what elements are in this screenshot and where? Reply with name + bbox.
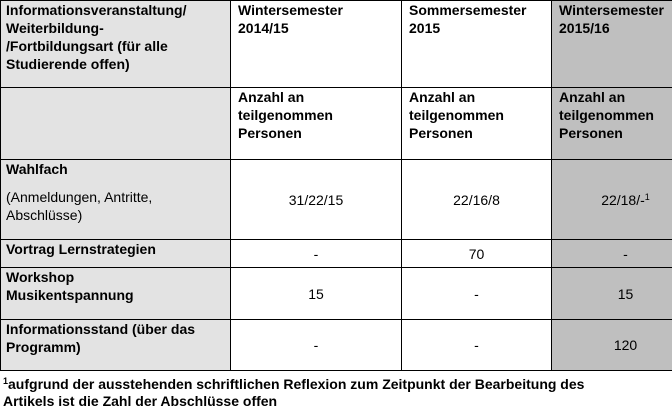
row-ss15-value xyxy=(402,160,552,240)
footnote-marker: 1 xyxy=(644,191,650,202)
subheader-empty-cell xyxy=(1,88,231,160)
row-ws1516-value xyxy=(552,320,672,371)
footnote-note-marker: 1 xyxy=(3,376,9,386)
value-text: 22/16/8 xyxy=(453,191,500,208)
row-ws1516-value xyxy=(552,240,672,268)
row-label: Wahlfach xyxy=(6,161,68,177)
subheader-ws1415-label: Anzahl an teilgenommen Personen xyxy=(238,89,333,141)
row-label-cell xyxy=(1,240,231,268)
row-ws1415-value xyxy=(231,320,402,371)
row-label: Vortrag Lernstrategien xyxy=(6,241,156,257)
subheader-ws1516-label: Anzahl an teilgenommen Personen xyxy=(559,89,654,141)
header-ss15-label: Sommersemester 2015 xyxy=(409,2,527,36)
header-ws1415-cell xyxy=(231,1,402,88)
row-sublabel: (Anmeldungen, Antritte, Abschlüsse) xyxy=(6,189,153,223)
footnote-text: aufgrund der ausstehenden schriftlichen Reflexion zum Zeitpunkt der Bearbeitung des Artikels ist die Zahl der Abschlüsse offen xyxy=(3,376,585,409)
row-ws1415-value xyxy=(231,268,402,320)
value-text: 22/18/- xyxy=(601,191,645,208)
row-ss15-value xyxy=(402,268,552,320)
row-ws1516-value xyxy=(552,160,672,240)
header-row xyxy=(1,1,672,88)
table-row xyxy=(1,268,672,320)
value-text: 15 xyxy=(308,285,324,302)
footnote xyxy=(3,376,671,410)
table-row xyxy=(1,160,672,240)
header-type-label: Informationsveranstaltung/ Weiterbildung- /Fortbildungsart (für alle Studierende offen) xyxy=(6,2,187,72)
row-ws1516-value xyxy=(552,268,672,320)
value-text: - xyxy=(474,285,479,302)
row-label-cell xyxy=(1,160,231,240)
header-ws1415-label: Wintersemester 2014/15 xyxy=(238,2,343,36)
value-text: 120 xyxy=(613,337,638,353)
header-ws1516-label: Wintersemester 2015/16 xyxy=(559,2,664,36)
row-ss15-value xyxy=(402,240,552,268)
row-ws1415-value xyxy=(231,240,402,268)
value-text: - xyxy=(623,245,628,262)
subheader-ss15-cell xyxy=(402,88,552,160)
header-ss15-cell xyxy=(402,1,552,88)
subheader-ws1415-cell xyxy=(231,88,402,160)
row-ws1415-value xyxy=(231,160,402,240)
value-text: 15 xyxy=(617,285,634,302)
row-label-cell xyxy=(1,320,231,371)
table-row xyxy=(1,240,672,268)
row-label: Informationsstand (über das Programm) xyxy=(6,321,196,355)
row-label: Workshop Musikentspannung xyxy=(6,269,134,303)
value-text: - xyxy=(474,337,479,353)
row-label-cell xyxy=(1,268,231,320)
header-ws1516-cell xyxy=(552,1,672,88)
value-text: 31/22/15 xyxy=(288,191,344,208)
header-type-cell xyxy=(1,1,231,88)
value-text: - xyxy=(313,337,319,353)
subheader-ws1516-cell xyxy=(552,88,672,160)
value-text: 70 xyxy=(468,245,485,262)
table-row xyxy=(1,320,672,371)
subheader-row xyxy=(1,88,672,160)
row-ss15-value xyxy=(402,320,552,371)
subheader-ss15-label: Anzahl an teilgenommen Personen xyxy=(409,89,504,141)
value-text: - xyxy=(313,245,319,262)
